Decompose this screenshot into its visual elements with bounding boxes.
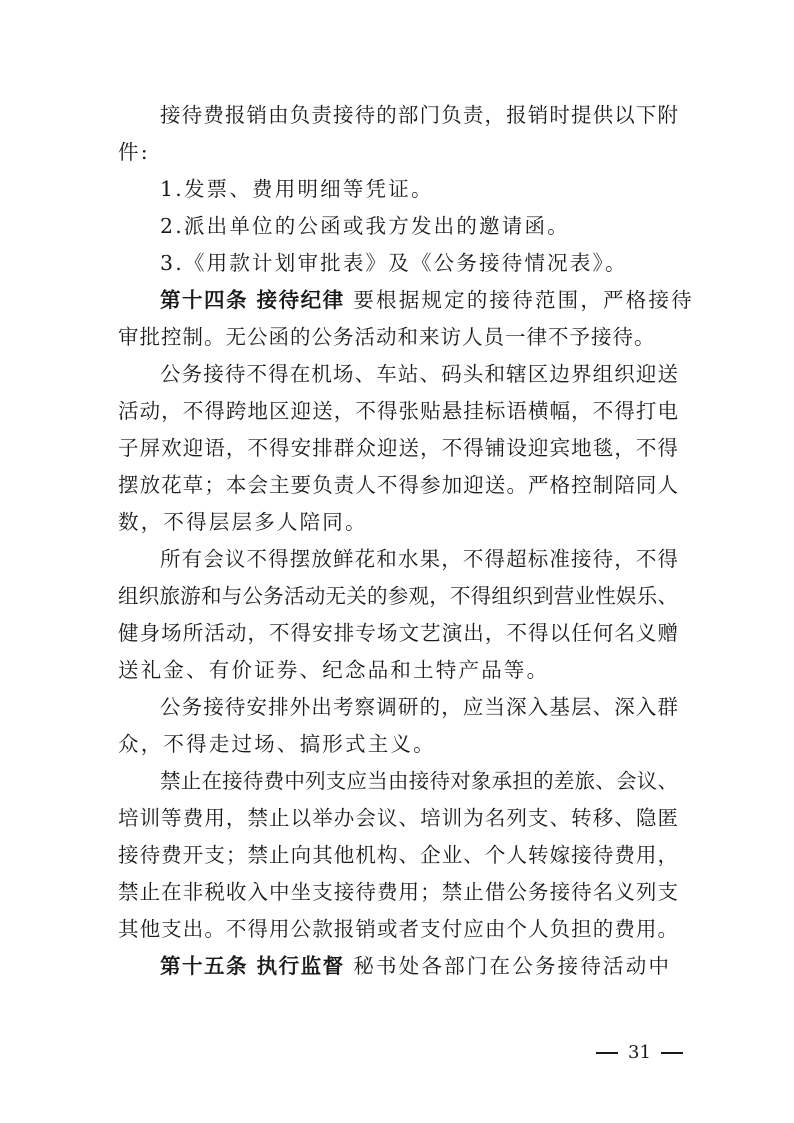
paragraph-line: 件: (118, 140, 150, 164)
paragraph-line: 接待费报销由负责接待的部门负责，报销时提供以下附 (160, 103, 678, 127)
paragraph-line: 送礼金、有价证券、纪念品和土特产品等。 (118, 658, 550, 682)
paragraph-line: 摆放花草；本会主要负责人不得参加迎送。严格控制陪同人 (118, 473, 678, 497)
paragraph-line: 公务接待安排外出考察调研的，应当深入基层、深入群 (160, 695, 678, 719)
paragraph-line: 子屏欢迎语，不得安排群众迎送，不得铺设迎宾地毯，不得 (118, 436, 678, 460)
list-item: 2.派出单位的公函或我方发出的邀请函。 (160, 214, 570, 238)
paragraph-line: 活动，不得跨地区迎送，不得张贴悬挂标语横幅，不得打电 (118, 399, 678, 423)
article-line (118, 282, 694, 319)
article-text: 要根据规定的接待范围，严格接待 (353, 288, 694, 312)
paragraph-line: 公务接待不得在机场、车站、码头和辖区边界组织迎送 (160, 362, 678, 386)
page-number-text: 31 (628, 1042, 651, 1063)
list-item: 1.发票、费用明细等凭证。 (160, 177, 434, 201)
paragraph-line: 所有会议不得摆放鲜花和水果，不得超标准接待，不得 (160, 547, 678, 571)
article-heading: 第十五条 执行监督 (160, 954, 345, 978)
dash-left (596, 1052, 618, 1054)
article-text: 秘书处各部门在公务接待活动中 (353, 954, 672, 978)
page-number (596, 1042, 683, 1064)
document-body (118, 97, 694, 985)
paragraph-line: 培训等费用，禁止以举办会议、培训为名列支、转移、隐匿 (118, 806, 678, 830)
paragraph-line: 接待费开支；禁止向其他机构、企业、个人转嫁接待费用， (118, 843, 678, 867)
article-heading: 第十四条 接待纪律 (160, 288, 345, 312)
paragraph-line: 审批控制。无公函的公务活动和来访人员一律不予接待。 (118, 325, 656, 349)
paragraph-line: 众，不得走过场、搞形式主义。 (118, 732, 436, 756)
dash-right (661, 1052, 683, 1054)
paragraph-line: 禁止在接待费中列支应当由接待对象承担的差旅、会议、 (160, 769, 678, 793)
paragraph-line: 其他支出。不得用公款报销或者支付应由个人负担的费用。 (118, 917, 678, 941)
paragraph-line: 组织旅游和与公务活动无关的参观，不得组织到营业性娱乐、 (118, 584, 678, 608)
article-line (118, 948, 678, 985)
paragraph-line: 数，不得层层多人陪同。 (118, 510, 368, 534)
list-item: 3.《用款计划审批表》及《公务接待情况表》。 (160, 251, 628, 275)
paragraph-line: 禁止在非税收入中坐支接待费用；禁止借公务接待名义列支 (118, 880, 678, 904)
paragraph-line: 健身场所活动，不得安排专场文艺演出，不得以任何名义赠 (118, 621, 678, 645)
